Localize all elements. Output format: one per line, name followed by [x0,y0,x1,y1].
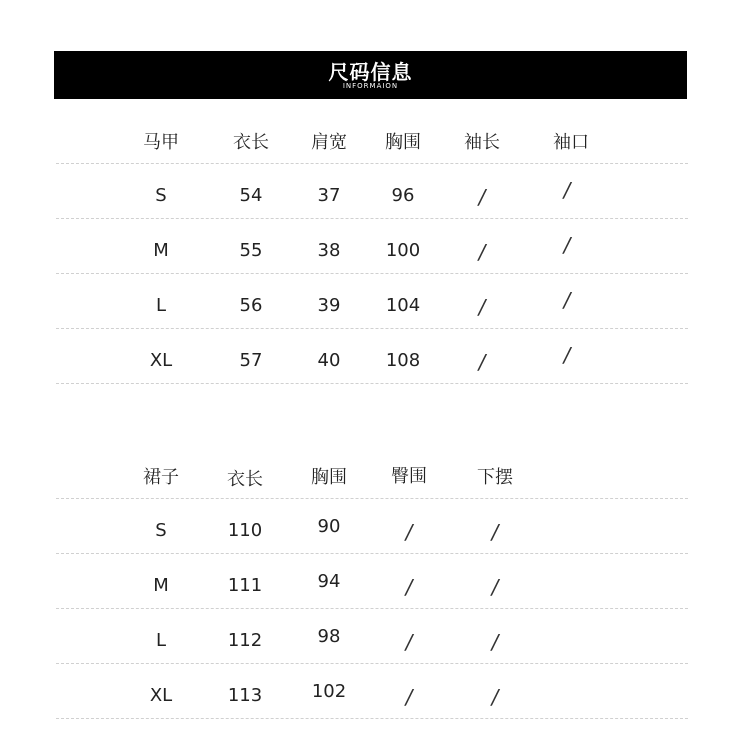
table-cell: / [478,240,486,264]
banner-subtitle: INFORMAION [342,82,399,90]
row-divider [56,663,688,664]
table-cell: / [491,685,499,709]
banner-title: 尺码信息 [328,60,413,84]
table-cell: / [563,178,571,202]
table-cell: 94 [317,571,341,592]
table-cell: / [405,520,413,544]
vest-header-cell: 胸围 [385,132,421,153]
table-cell: 98 [317,626,341,647]
table-cell: / [563,233,571,257]
table-cell: 102 [311,681,347,702]
vest-header-cell: 衣长 [233,132,269,153]
size-cell: L [155,630,167,651]
vest-header-cell: 肩宽 [311,132,347,153]
row-divider [56,273,688,274]
table-cell: 110 [227,520,263,541]
size-cell: M [153,240,169,261]
table-cell: 104 [385,295,421,316]
row-divider [56,328,688,329]
table-cell: 112 [227,630,263,651]
size-cell: M [153,575,169,596]
table-cell: 113 [227,685,263,706]
table-cell: / [491,575,499,599]
row-divider [56,718,688,719]
table-cell: / [405,630,413,654]
vest-header-cell: 袖长 [464,132,500,153]
table-cell: 90 [317,516,341,537]
row-divider [56,553,688,554]
row-divider [56,498,688,499]
table-cell: / [405,575,413,599]
table-cell: 55 [239,240,263,261]
table-cell: 111 [227,575,263,596]
table-cell: / [478,185,486,209]
table-cell: 96 [391,185,415,206]
skirt-header-cell: 下摆 [477,467,513,488]
table-cell: / [405,685,413,709]
table-cell: 54 [239,185,263,206]
table-cell: 39 [317,295,341,316]
size-cell: S [155,520,167,541]
table-cell: 57 [239,350,263,371]
table-cell: / [563,288,571,312]
table-cell: 56 [239,295,263,316]
skirt-header-cell: 衣长 [227,469,263,490]
vest-header-cell: 袖口 [553,132,589,153]
size-cell: XL [149,685,173,706]
table-cell: 40 [317,350,341,371]
table-cell: / [563,343,571,367]
vest-header-cell: 马甲 [143,132,179,153]
table-cell: 108 [385,350,421,371]
row-divider [56,608,688,609]
row-divider [56,163,688,164]
table-cell: / [478,295,486,319]
table-cell: 100 [385,240,421,261]
size-cell: XL [149,350,173,371]
size-cell: S [155,185,167,206]
section-banner [54,51,687,99]
table-cell: 38 [317,240,341,261]
skirt-header-cell: 臀围 [391,466,427,487]
size-cell: L [155,295,167,316]
table-cell: / [478,350,486,374]
table-cell: / [491,520,499,544]
skirt-header-cell: 裙子 [143,467,179,488]
table-cell: / [491,630,499,654]
row-divider [56,218,688,219]
row-divider [56,383,688,384]
skirt-header-cell: 胸围 [311,467,347,488]
table-cell: 37 [317,185,341,206]
